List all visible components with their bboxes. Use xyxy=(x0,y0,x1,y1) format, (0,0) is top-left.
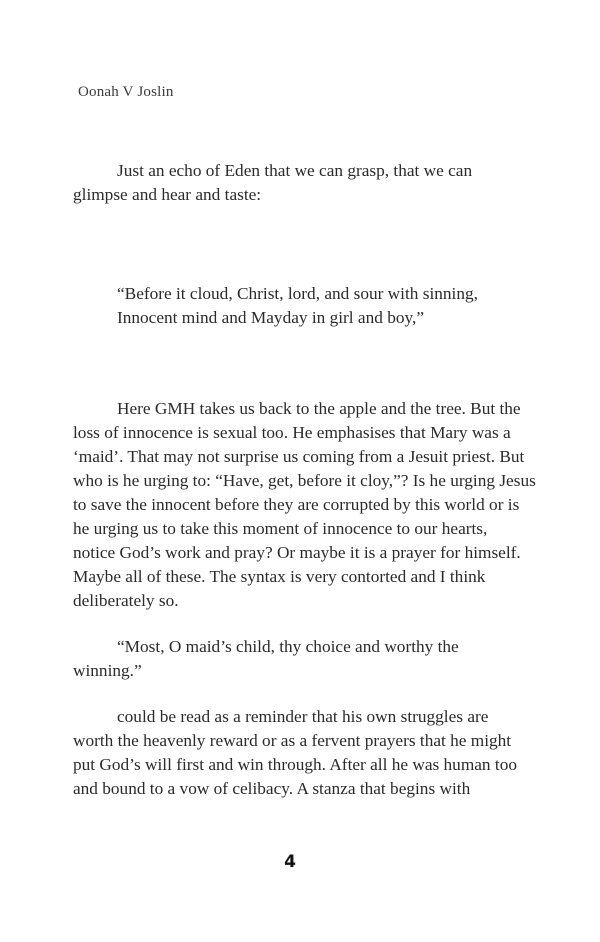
paragraph-line: who is he urging to: “Have, get, before it cloy,”? Is he urging Jesus xyxy=(73,471,536,490)
paragraph-eden-echo xyxy=(73,159,518,207)
paragraph-line: winning.” xyxy=(73,661,142,680)
paragraph-line: Maybe all of these. The syntax is very contorted and I think xyxy=(73,567,486,586)
paragraph-line: could be read as a reminder that his own struggles are xyxy=(117,707,489,726)
block-quote-before-it-cloud xyxy=(117,282,537,330)
running-header-author: Oonah V Joslin xyxy=(78,84,174,100)
paragraph-line: ‘maid’. That may not surprise us coming from a Jesuit priest. But xyxy=(73,447,525,466)
paragraph-heavenly-reward xyxy=(73,705,518,801)
paragraph-line: “Most, O maid’s child, thy choice and worthy the xyxy=(117,637,459,656)
page-number: 4 xyxy=(284,852,296,872)
paragraph-line: Here GMH takes us back to the apple and the tree. But the xyxy=(117,399,521,418)
paragraph-line: he urging us to take this moment of innocence to our hearts, xyxy=(73,519,488,538)
paragraph-line: Just an echo of Eden that we can grasp, that we can xyxy=(117,161,473,180)
quote-line: Innocent mind and Mayday in girl and boy,” xyxy=(117,308,424,327)
paragraph-line: notice God’s work and pray? Or maybe it is a prayer for himself. xyxy=(73,543,521,562)
paragraph-line: worth the heavenly reward or as a fervent prayers that he might xyxy=(73,731,512,750)
paragraph-gmh-apple-tree xyxy=(73,397,536,613)
quote-line: “Before it cloud, Christ, lord, and sour with sinning, xyxy=(117,284,478,303)
paragraph-line: and bound to a vow of celibacy. A stanza that begins with xyxy=(73,779,471,798)
paragraph-maids-child-quote xyxy=(73,635,518,683)
paragraph-line: deliberately so. xyxy=(73,591,179,610)
paragraph-line: put God’s will first and win through. After all he was human too xyxy=(73,755,517,774)
paragraph-line: to save the innocent before they are corrupted by this world or is xyxy=(73,495,520,514)
paragraph-line: loss of innocence is sexual too. He emphasises that Mary was a xyxy=(73,423,511,442)
paragraph-line: glimpse and hear and taste: xyxy=(73,185,262,204)
